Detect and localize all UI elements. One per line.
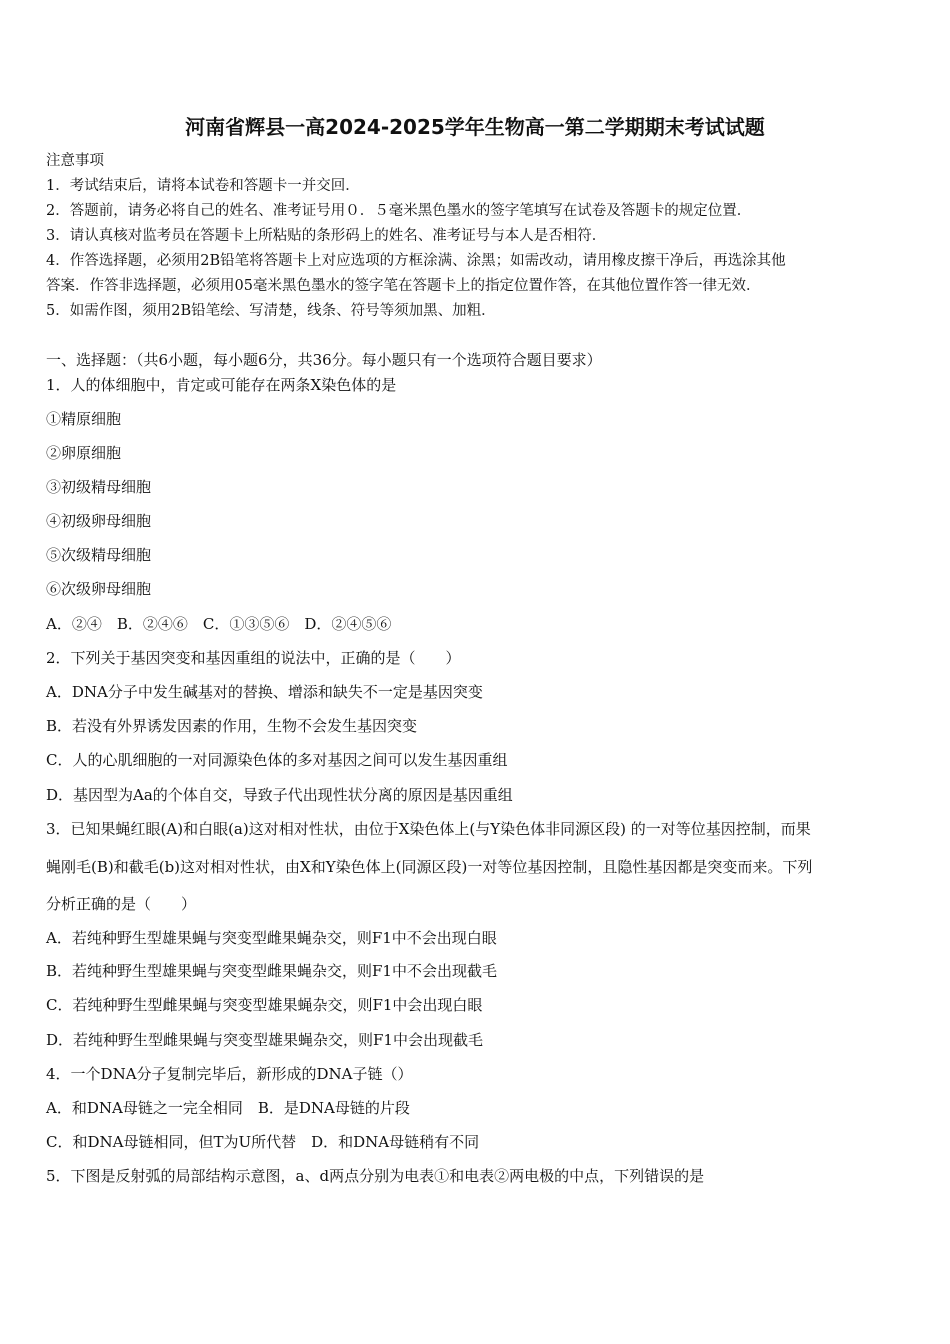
q1-item: ④初级卵母细胞 xyxy=(46,512,152,530)
q3-stem-line-2: 蝇刚毛(B)和截毛(b)这对相对性状，由X和Y染色体上(同源区段)一对等位基因控制，且隐性基因都是突变而来。下列 xyxy=(46,858,813,876)
notice-line-2: 2．答题前，请务必将自己的姓名、准考证号用０．５毫米黑色墨水的签字笔填写在试卷及答题卡的规定位置． xyxy=(46,203,752,219)
q1-item: ③初级精母细胞 xyxy=(46,478,152,496)
q1-item: ⑥次级卵母细胞 xyxy=(46,580,152,598)
q3-option-b: B．若纯种野生型雄果蝇与突变型雌果蝇杂交，则F1中不会出现截毛 xyxy=(46,962,497,980)
q3-option-d: D．若纯种野生型雌果蝇与突变型雄果蝇杂交，则F1中会出现截毛 xyxy=(46,1031,483,1049)
q5-stem: 5．下图是反射弧的局部结构示意图，a、d两点分别为电表①和电表②两电极的中点，下列错误的是 xyxy=(46,1167,705,1185)
q1-item: ⑤次级精母细胞 xyxy=(46,546,152,564)
notice-line-3: 3．请认真核对监考员在答题卡上所粘贴的条形码上的姓名、准考证号与本人是否相符． xyxy=(46,228,607,244)
q2-option-b: B．若没有外界诱发因素的作用，生物不会发生基因突变 xyxy=(46,717,418,735)
q1-item: ①精原细胞 xyxy=(46,410,122,428)
notice-heading: 注意事项 xyxy=(46,153,104,169)
q3-stem-line-1: 3．已知果蝇红眼(A)和白眼(a)这对相对性状，由位于X染色体上(与Y染色体非同源区段) 的一对等位基因控制，而果 xyxy=(46,820,811,838)
notice-line-1: 1．考试结束后，请将本试卷和答题卡一并交回． xyxy=(46,178,360,194)
q2-stem: 2．下列关于基因突变和基因重组的说法中，正确的是（ ） xyxy=(46,649,461,667)
exam-title: 河南省辉县一高2024-2025学年生物高一第二学期期末考试试题 xyxy=(185,115,765,139)
q1-options: A．②④ B．②④⑥ C．①③⑤⑥ D．②④⑤⑥ xyxy=(46,615,392,633)
q4-options-line-2: C．和DNA母链相同，但T为U所代替 D．和DNA母链稍有不同 xyxy=(46,1133,480,1151)
q3-stem-line-3: 分析正确的是（ ） xyxy=(46,895,197,913)
q4-options-line-1: A．和DNA母链之一完全相同 B．是DNA母链的片段 xyxy=(46,1099,410,1117)
notice-line-5: 答案．作答非选择题，必须用05毫米黑色墨水的签字笔在答题卡上的指定位置作答，在其他位置作答一律无效． xyxy=(46,278,761,294)
q3-option-a: A．若纯种野生型雄果蝇与突变型雌果蝇杂交，则F1中不会出现白眼 xyxy=(46,929,497,947)
q2-option-a: A．DNA分子中发生碱基对的替换、增添和缺失不一定是基因突变 xyxy=(46,683,483,701)
q4-stem: 4．一个DNA分子复制完毕后，新形成的DNA子链（） xyxy=(46,1065,413,1083)
q1-stem: 1．人的体细胞中，肯定或可能存在两条X染色体的是 xyxy=(46,376,397,394)
q1-item: ②卵原细胞 xyxy=(46,444,122,462)
notice-line-4: 4．作答选择题，必须用2B铅笔将答题卡上对应选项的方框涂满、涂黑；如需改动，请用橡皮擦干净后，再选涂其他 xyxy=(46,253,786,269)
q2-option-c: C．人的心肌细胞的一对同源染色体的多对基因之间可以发生基因重组 xyxy=(46,751,508,769)
section-heading: 一、选择题：（共6小题，每小题6分，共36分。每小题只有一个选项符合题目要求） xyxy=(46,351,602,369)
q2-option-d: D．基因型为Aa的个体自交，导致子代出现性状分离的原因是基因重组 xyxy=(46,786,513,804)
notice-line-6: 5．如需作图，须用2B铅笔绘、写清楚，线条、符号等须加黑、加粗． xyxy=(46,303,496,319)
q3-option-c: C．若纯种野生型雌果蝇与突变型雄果蝇杂交，则F1中会出现白眼 xyxy=(46,996,483,1014)
